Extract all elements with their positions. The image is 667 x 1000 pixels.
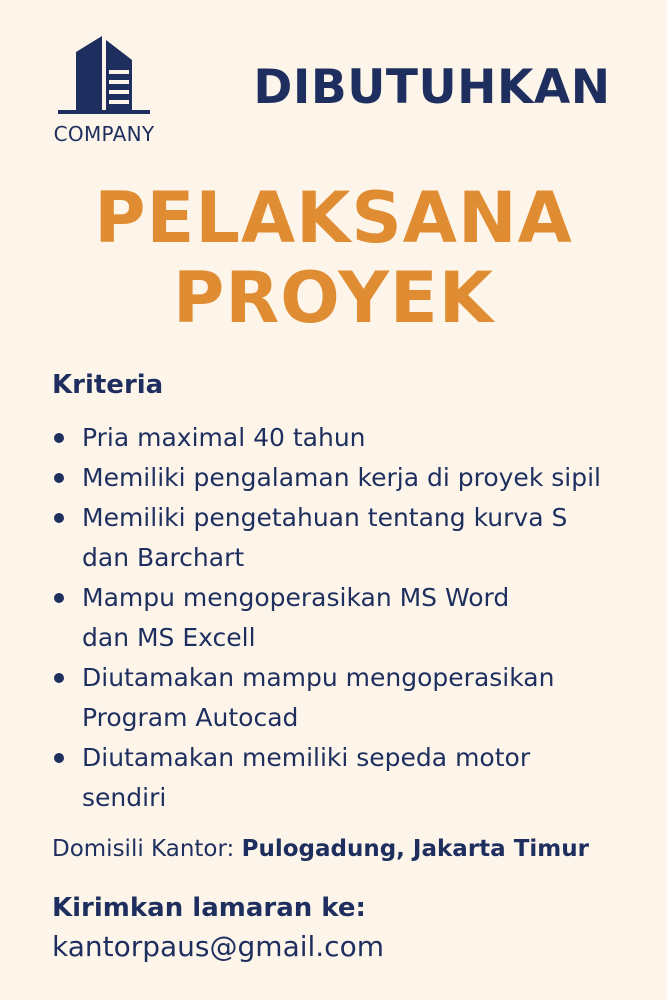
criteria-item-line-continued: Program Autocad — [82, 703, 299, 732]
domicile-label: Domisili Kantor: — [52, 836, 235, 862]
criteria-item-line-continued: dan MS Excell — [82, 623, 256, 652]
building-icon — [58, 34, 150, 114]
criteria-item — [52, 658, 652, 738]
criteria-item — [52, 498, 652, 578]
bullet-icon — [54, 473, 64, 483]
criteria-item — [52, 738, 652, 818]
criteria-item — [52, 418, 652, 458]
criteria-item-line-continued: sendiri — [82, 783, 167, 812]
criteria-item-line: Pria maximal 40 tahun — [82, 423, 366, 452]
bullet-icon — [54, 753, 64, 763]
criteria-item-line: Mampu mengoperasikan MS Word — [82, 583, 510, 612]
position-title-line2: PROYEK — [173, 257, 494, 339]
criteria-list — [52, 418, 652, 818]
criteria-item-line: Memiliki pengetahuan tentang kurva S — [82, 503, 568, 532]
bullet-icon — [54, 433, 64, 443]
company-logo — [36, 34, 172, 154]
headline: DIBUTUHKAN — [253, 60, 611, 115]
bullet-icon — [54, 513, 64, 523]
position-title-line1: PELAKSANA — [94, 177, 573, 259]
criteria-item — [52, 458, 652, 498]
criteria-item-line: Diutamakan memiliki sepeda motor — [82, 743, 531, 772]
criteria-item-line: Diutamakan mampu mengoperasikan — [82, 663, 555, 692]
logo-company-name: COMPANY — [53, 122, 155, 146]
apply-email: kantorpaus@gmail.com — [52, 930, 384, 963]
domicile-value: Pulogadung, Jakarta Timur — [241, 836, 589, 862]
bullet-icon — [54, 593, 64, 603]
criteria-heading: Kriteria — [52, 370, 164, 400]
criteria-item-line-continued: dan Barchart — [82, 543, 245, 572]
office-domicile — [52, 836, 589, 862]
apply-heading: Kirimkan lamaran ke: — [52, 893, 366, 923]
bullet-icon — [54, 673, 64, 683]
criteria-item — [52, 578, 652, 658]
criteria-item-line: Memiliki pengalaman kerja di proyek sipil — [82, 463, 601, 492]
